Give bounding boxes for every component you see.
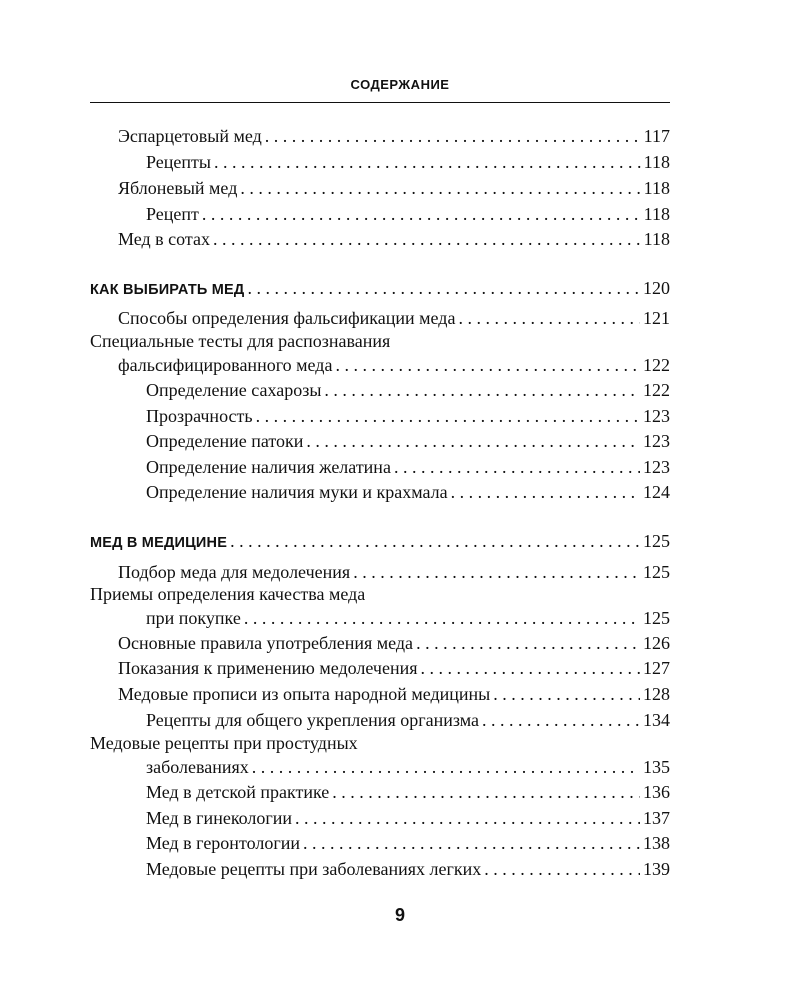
entry-title: фальсифицированного меда	[118, 355, 333, 375]
entry-title: Определение наличия муки и крахмала	[146, 482, 448, 502]
entry-title: при покупке	[146, 608, 241, 628]
dot-leader	[213, 229, 641, 250]
dot-leader	[256, 406, 640, 427]
dot-leader	[482, 710, 640, 731]
entry-title: Прозрачность	[146, 406, 253, 426]
entry-page: 137	[643, 808, 670, 828]
section-title: МЕД В МЕДИЦИНЕ	[90, 535, 228, 551]
entry-title: Мед в детской практике	[146, 782, 330, 802]
dot-leader	[493, 684, 640, 705]
entry-title: Медовые рецепты при заболеваниях легких	[146, 859, 482, 879]
toc-entry[interactable]	[90, 658, 670, 680]
entry-page: 123	[643, 406, 670, 426]
dot-leader	[306, 431, 640, 452]
toc-entry-multiline[interactable]	[90, 331, 670, 377]
toc-entry[interactable]	[90, 859, 670, 881]
entry-title: Эспарцетовый мед	[118, 126, 262, 146]
entry-page: 134	[643, 710, 670, 730]
entry-title: Рецепт	[146, 204, 199, 224]
toc-entry[interactable]	[90, 633, 670, 655]
toc-entry[interactable]	[90, 562, 670, 584]
entry-title: Основные правила употребления меда	[118, 633, 414, 653]
page-number: 9	[394, 905, 405, 925]
entry-title: Мед в гинекологии	[146, 808, 293, 828]
toc-entry[interactable]	[90, 229, 670, 251]
toc-entry[interactable]	[90, 684, 670, 706]
entry-page: 123	[643, 457, 670, 477]
entry-page: 127	[643, 658, 670, 678]
entry-page: 118	[643, 204, 670, 224]
dot-leader	[244, 608, 640, 629]
entry-title: Подбор меда для медолечения	[118, 562, 351, 582]
toc-entry[interactable]	[90, 308, 670, 330]
toc-entry-multiline[interactable]	[90, 733, 670, 779]
entry-title-line1: Медовые рецепты при простудных	[90, 733, 358, 753]
dot-leader	[303, 833, 640, 854]
entry-page: 118	[643, 178, 670, 198]
entry-title: Способы определения фальсификации меда	[118, 308, 456, 328]
dot-leader	[416, 633, 640, 654]
entry-page: 125	[643, 562, 670, 582]
entry-page: 125	[643, 608, 670, 628]
entry-page: 135	[643, 757, 670, 777]
entry-page: 123	[643, 431, 670, 451]
entry-page: 118	[643, 152, 670, 172]
toc-entry[interactable]	[90, 126, 670, 148]
toc-entry[interactable]	[90, 380, 670, 402]
dot-leader	[324, 380, 640, 401]
toc-entry[interactable]	[90, 482, 670, 504]
dot-leader	[421, 658, 640, 679]
toc-entry-multiline[interactable]	[90, 584, 670, 630]
running-header: СОДЕРЖАНИЕ	[350, 77, 450, 92]
dot-leader	[202, 204, 641, 225]
toc-section-entry[interactable]	[90, 531, 670, 553]
dot-leader	[240, 178, 640, 199]
entry-page: 117	[643, 126, 670, 146]
entry-title: заболеваниях	[146, 757, 249, 777]
toc-entry[interactable]	[90, 833, 670, 855]
entry-page: 136	[643, 782, 670, 802]
toc-section-entry[interactable]	[90, 278, 670, 300]
header-rule	[90, 102, 670, 103]
entry-page: 120	[643, 278, 670, 298]
dot-leader	[335, 355, 640, 376]
dot-leader	[458, 308, 640, 329]
dot-leader	[247, 278, 640, 299]
toc-entry[interactable]	[90, 457, 670, 479]
entry-page: 138	[643, 833, 670, 853]
toc-entry[interactable]	[90, 204, 670, 226]
entry-title: Показания к применению медолечения	[118, 658, 418, 678]
entry-title-line1: Приемы определения качества меда	[90, 584, 366, 604]
toc-entry[interactable]	[90, 782, 670, 804]
entry-title: Мед в сотах	[118, 229, 211, 249]
entry-title: Рецепты для общего укрепления организма	[146, 710, 479, 730]
dot-leader	[265, 126, 641, 147]
toc-entry[interactable]	[90, 710, 670, 732]
entry-title: Определение патоки	[146, 431, 304, 451]
dot-leader	[252, 757, 640, 778]
toc-entry[interactable]	[90, 152, 670, 174]
entry-title-line1: Специальные тесты для распознавания	[90, 331, 391, 351]
entry-page: 124	[643, 482, 670, 502]
entry-title: Яблоневый мед	[118, 178, 238, 198]
entry-page: 126	[643, 633, 670, 653]
toc-entry[interactable]	[90, 178, 670, 200]
entry-page: 121	[643, 308, 670, 328]
entry-title: Определение сахарозы	[146, 380, 322, 400]
entry-page: 139	[643, 859, 670, 879]
dot-leader	[332, 782, 640, 803]
toc-entry[interactable]	[90, 431, 670, 453]
dot-leader	[353, 562, 640, 583]
entry-title: Определение наличия желатина	[146, 457, 391, 477]
entry-page: 125	[643, 531, 670, 551]
dot-leader	[484, 859, 640, 880]
entry-page: 122	[643, 355, 670, 375]
toc-entry[interactable]	[90, 406, 670, 428]
dot-leader	[295, 808, 640, 829]
dot-leader	[394, 457, 640, 478]
entry-title: Медовые прописи из опыта народной медицины	[118, 684, 491, 704]
section-title: КАК ВЫБИРАТЬ МЕД	[90, 282, 245, 298]
entry-page: 118	[643, 229, 670, 249]
dot-leader	[230, 531, 640, 552]
entry-title: Рецепты	[146, 152, 211, 172]
entry-page: 128	[643, 684, 670, 704]
entry-title: Мед в геронтологии	[146, 833, 300, 853]
entry-page: 122	[643, 380, 670, 400]
dot-leader	[451, 482, 640, 503]
toc-entry[interactable]	[90, 808, 670, 830]
dot-leader	[214, 152, 641, 173]
